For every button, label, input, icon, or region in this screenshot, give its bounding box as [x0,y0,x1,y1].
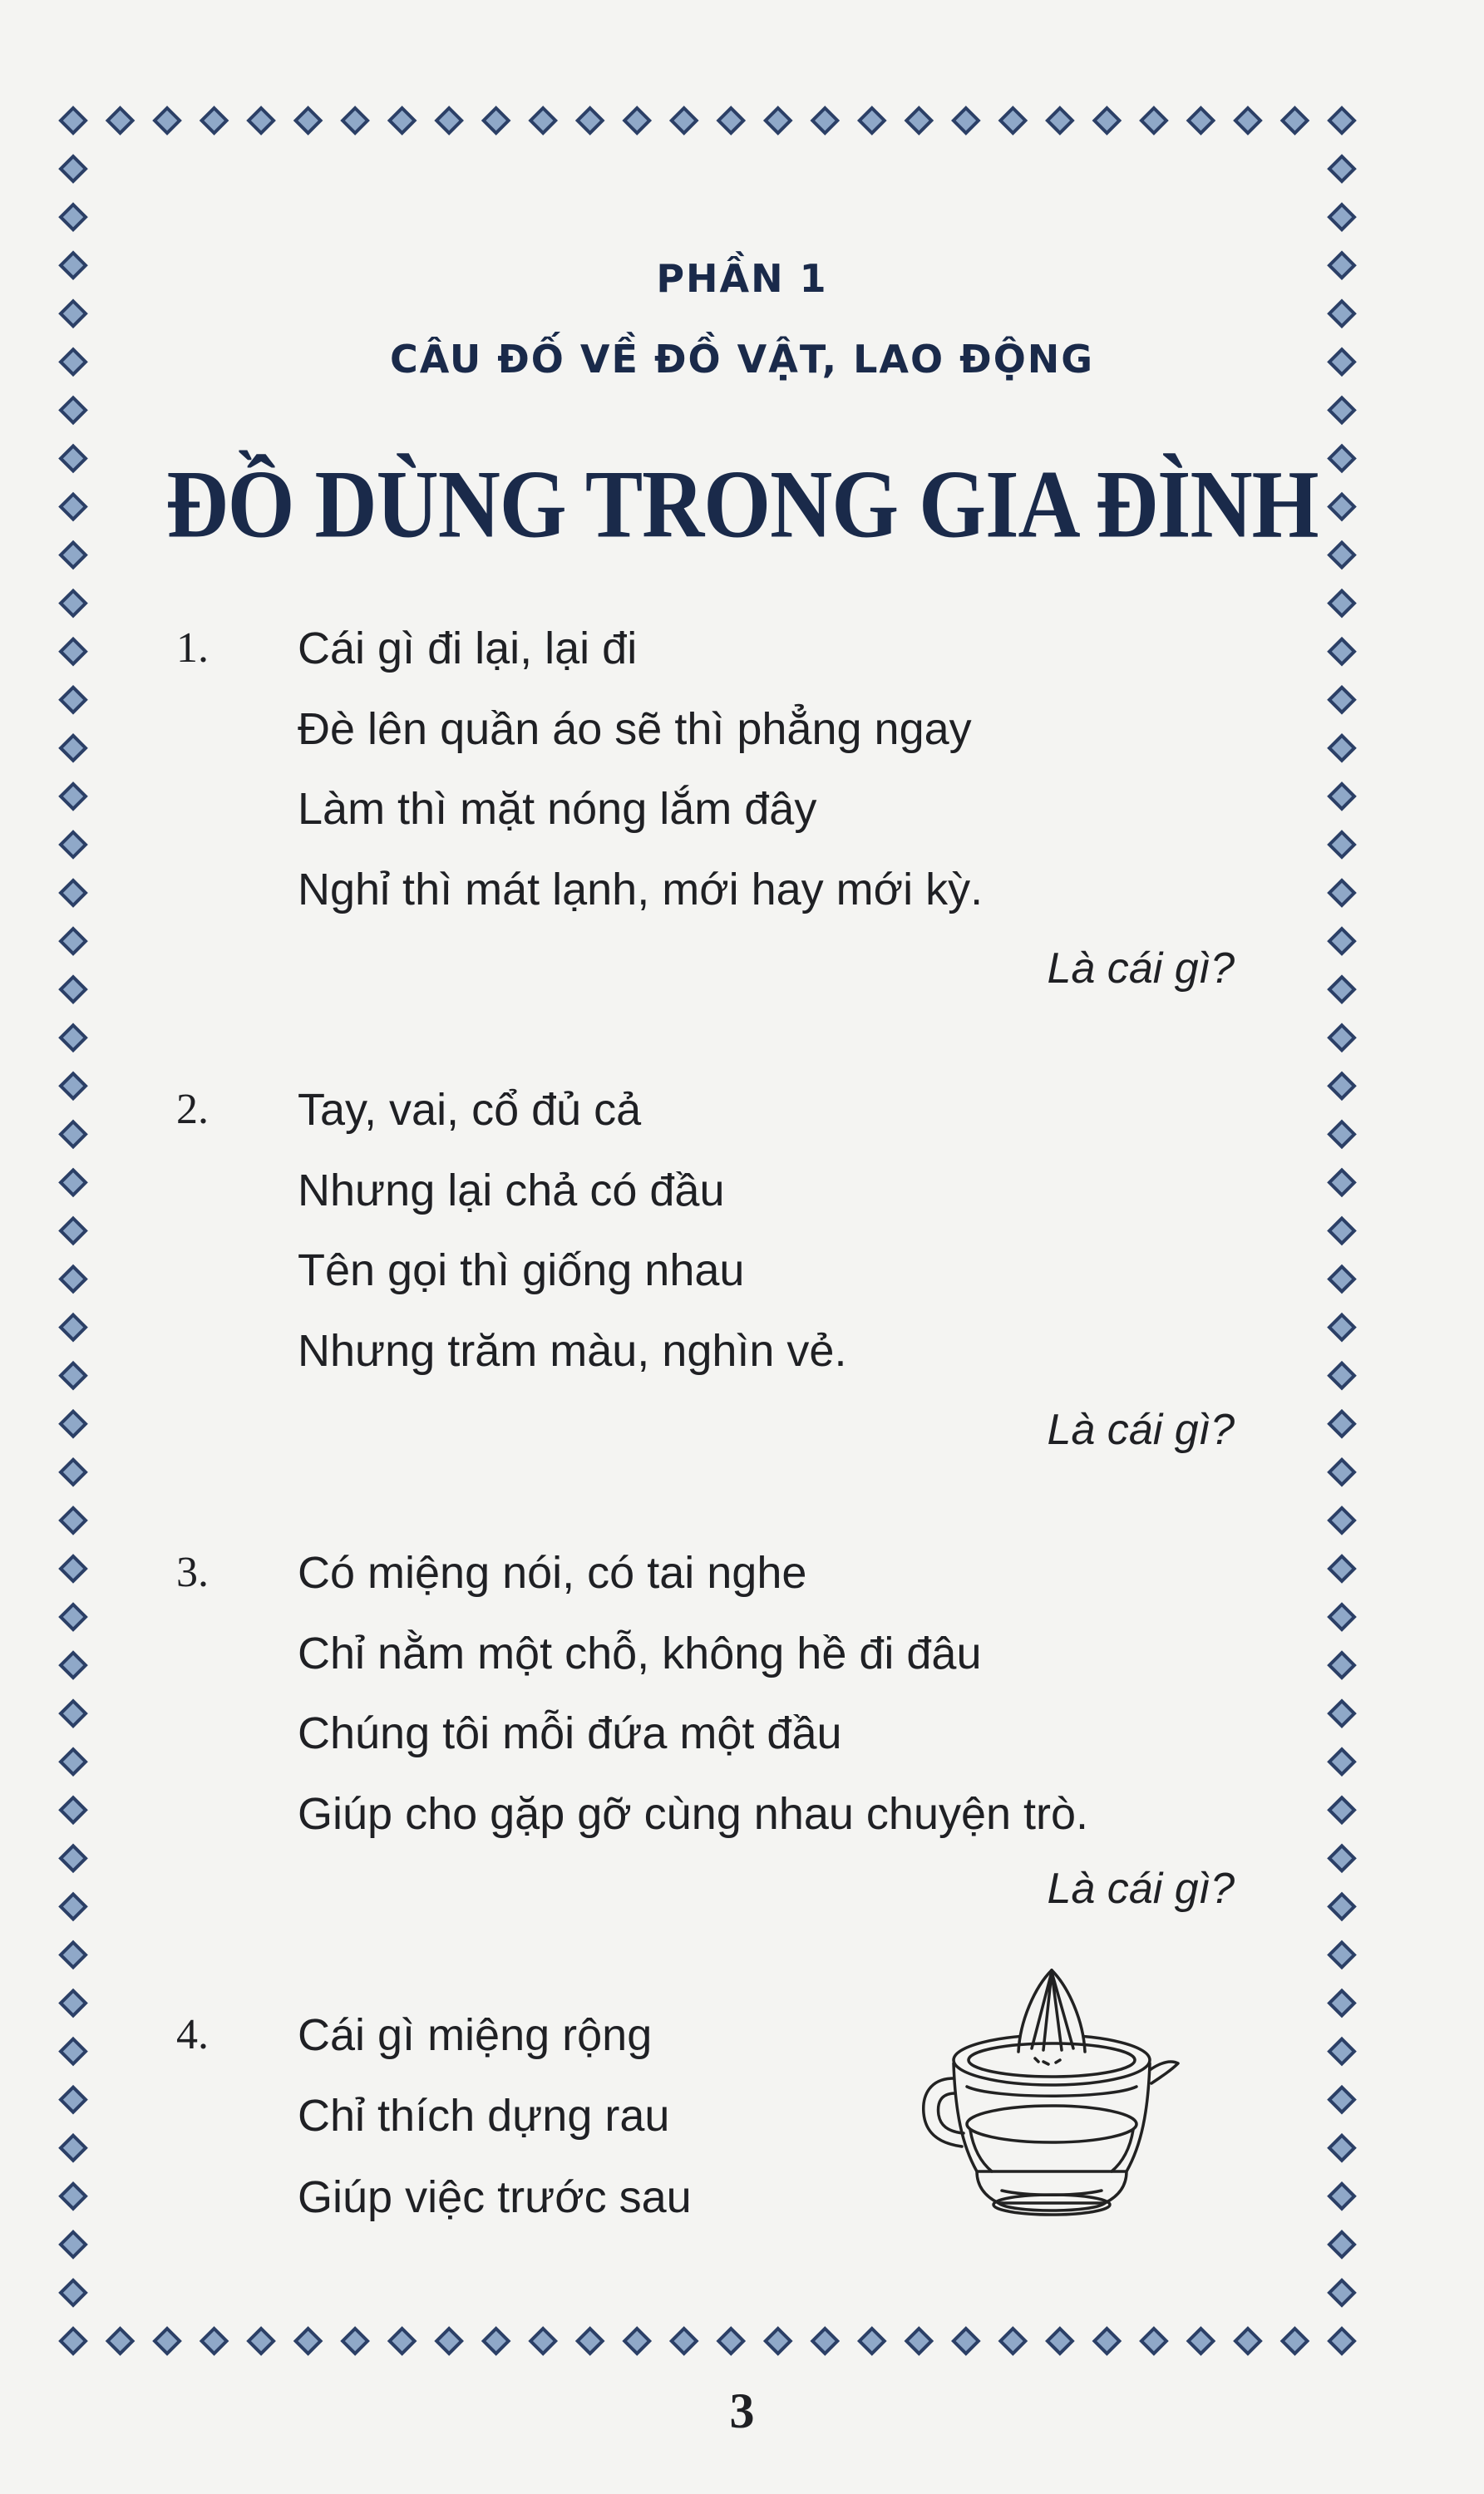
border-diamond [1329,397,1354,422]
border-diamond [1329,1412,1354,1437]
border-diamond [108,108,133,133]
border-diamond [436,108,461,133]
border-diamond [1329,1025,1354,1050]
border-diamond [1329,1749,1354,1774]
border-diamond [61,1412,86,1437]
border-diamond [61,2329,86,2354]
border-diamond [61,1267,86,1292]
border-diamond [1329,1797,1354,1822]
border-diamond [1000,2329,1025,2354]
riddle-line: Làm thì mặt nóng lắm đây [298,784,817,834]
border-diamond [718,108,743,133]
border-diamond [61,2184,86,2209]
border-diamond [202,108,227,133]
border-diamond [249,2329,274,2354]
border-diamond [61,1363,86,1388]
border-diamond [1329,1267,1354,1292]
part-subtitle: CÂU ĐỐ VỀ ĐỒ VẬT, LAO ĐỘNG [389,337,1095,382]
border-diamond [1329,2039,1354,2064]
border-diamond [906,2329,931,2354]
border-diamond [906,108,931,133]
riddle-line: Tay, vai, cổ đủ cả [298,1085,642,1135]
border-diamond [61,1653,86,1678]
border-diamond [61,639,86,664]
riddle-number: 3. [176,1549,209,1596]
border-diamond [1329,1121,1354,1146]
border-diamond [1329,2329,1354,2354]
border-diamond [61,784,86,809]
border-diamond [1329,784,1354,809]
riddle-line: Giúp cho gặp gỡ cùng nhau chuyện trò. [298,1789,1089,1839]
border-diamond [1329,301,1354,326]
riddle-line: Nhưng trăm màu, nghìn vẻ. [298,1326,847,1376]
border-diamond [202,2329,227,2354]
border-diamond [1329,688,1354,712]
border-diamond [624,108,649,133]
border-diamond [954,108,979,133]
border-diamond [578,2329,603,2354]
page-number: 3 [729,2383,755,2438]
riddle-line: Có miệng nói, có tai nghe [298,1548,807,1598]
border-diamond [61,977,86,1002]
border-diamond [530,108,555,133]
border-diamond [61,1797,86,1822]
border-diamond [436,2329,461,2354]
border-diamond [61,1991,86,2016]
border-diamond [1329,832,1354,857]
border-diamond [61,1604,86,1629]
border-diamond [61,929,86,954]
riddle-question: Là cái gì? [1047,944,1235,993]
riddle-line: Cái gì miệng rộng [298,2010,653,2060]
border-diamond [61,1170,86,1195]
border-diamond [1329,591,1354,616]
riddle-number: 1. [176,624,209,672]
border-diamond [1329,1073,1354,1098]
border-diamond [1329,1604,1354,1629]
border-diamond [1329,2136,1354,2161]
border-diamond [61,736,86,761]
border-diamond [1329,1363,1354,1388]
border-diamond [1329,1556,1354,1581]
border-diamond [343,2329,367,2354]
border-diamond [155,2329,180,2354]
border-diamond [484,2329,509,2354]
border-diamond [954,2329,979,2354]
border-diamond [61,1749,86,1774]
border-diamond [1282,2329,1307,2354]
border-diamond [1329,1170,1354,1195]
border-diamond [766,108,791,133]
page-title: ĐỒ DÙNG TRONG GIA ĐÌNH [165,451,1319,559]
border-diamond [61,1701,86,1726]
border-diamond [61,1315,86,1340]
border-diamond [61,1508,86,1533]
border-diamond [1329,880,1354,905]
border-diamond [1329,929,1354,954]
riddle-line: Cái gì đi lại, lại đi [298,624,638,673]
part-number: PHẦN 1 [656,256,828,301]
border-diamond [61,1942,86,1967]
border-diamond [1188,2329,1213,2354]
border-diamond [1141,108,1166,133]
border-diamond [1329,1219,1354,1244]
border-diamond [61,1460,86,1485]
border-diamond [108,2329,133,2354]
border-diamond [343,108,367,133]
border-diamond [1329,736,1354,761]
border-diamond [1094,2329,1119,2354]
border-diamond [530,2329,555,2354]
border-diamond [1000,108,1025,133]
riddle-line: Tên gọi thì giống nhau [298,1245,745,1295]
border-diamond [249,108,274,133]
border-diamond [61,880,86,905]
border-diamond [61,1073,86,1098]
border-diamond [860,108,885,133]
border-diamond [718,2329,743,2354]
border-diamond [61,108,86,133]
border-diamond [1329,2184,1354,2209]
border-diamond [672,108,697,133]
riddle-line: Đè lên quần áo sẽ thì phẳng ngay [298,704,972,754]
border-diamond [1329,2232,1354,2257]
border-diamond [1094,108,1119,133]
border-diamond [296,2329,321,2354]
border-diamond [1329,2087,1354,2112]
border-diamond [860,2329,885,2354]
border-diamond [61,688,86,712]
border-diamond [1329,1315,1354,1340]
border-diamond [61,1894,86,1919]
border-diamond [812,2329,837,2354]
border-diamond [61,1025,86,1050]
riddle-line: Nhưng lại chả có đầu [298,1166,725,1215]
border-diamond [155,108,180,133]
border-diamond [1329,1653,1354,1678]
border-diamond [1329,108,1354,133]
border-diamond [61,301,86,326]
riddle-line: Giúp việc trước sau [298,2172,692,2222]
border-diamond [1329,1991,1354,2016]
border-diamond [61,2136,86,2161]
riddle-line: Chỉ nằm một chỗ, không hề đi đâu [298,1629,982,1678]
border-diamond [1329,1894,1354,1919]
border-diamond [61,156,86,181]
border-diamond [1282,108,1307,133]
border-diamond [1048,108,1072,133]
riddle-number: 4. [176,2011,209,2058]
border-diamond [1235,2329,1260,2354]
border-diamond [1235,108,1260,133]
border-diamond [61,2039,86,2064]
riddle-question: Là cái gì? [1047,1865,1235,1913]
border-diamond [1141,2329,1166,2354]
border-diamond [812,108,837,133]
border-diamond [766,2329,791,2354]
border-diamond [61,1219,86,1244]
border-diamond [1329,977,1354,1002]
border-diamond [1329,1460,1354,1485]
border-diamond [1048,2329,1072,2354]
border-diamond [61,591,86,616]
border-diamond [1329,1701,1354,1726]
border-diamond [61,205,86,229]
border-diamond [1329,205,1354,229]
border-diamond [61,397,86,422]
border-diamond [672,2329,697,2354]
border-diamond [1188,108,1213,133]
border-diamond [624,2329,649,2354]
border-diamond [390,108,415,133]
border-diamond [484,108,509,133]
riddle-line: Chỉ thích dựng rau [298,2091,670,2141]
border-diamond [61,2232,86,2257]
border-diamond [1329,2280,1354,2305]
citrus-juicer-icon [919,1954,1193,2236]
border-diamond [61,2280,86,2305]
riddle-line: Nghỉ thì mát lạnh, mới hay mới kỳ. [298,865,984,914]
border-diamond [61,832,86,857]
border-diamond [61,1846,86,1870]
border-diamond [578,108,603,133]
riddle-question: Là cái gì? [1047,1406,1235,1454]
border-diamond [61,1556,86,1581]
border-diamond [1329,1942,1354,1967]
border-diamond [390,2329,415,2354]
border-diamond [1329,639,1354,664]
border-diamond [296,108,321,133]
border-diamond [1329,156,1354,181]
riddle-line: Chúng tôi mỗi đứa một đầu [298,1708,842,1758]
border-diamond [61,1121,86,1146]
border-diamond [61,2087,86,2112]
border-diamond [1329,1846,1354,1870]
riddle-number: 2. [176,1086,209,1133]
border-diamond [1329,1508,1354,1533]
